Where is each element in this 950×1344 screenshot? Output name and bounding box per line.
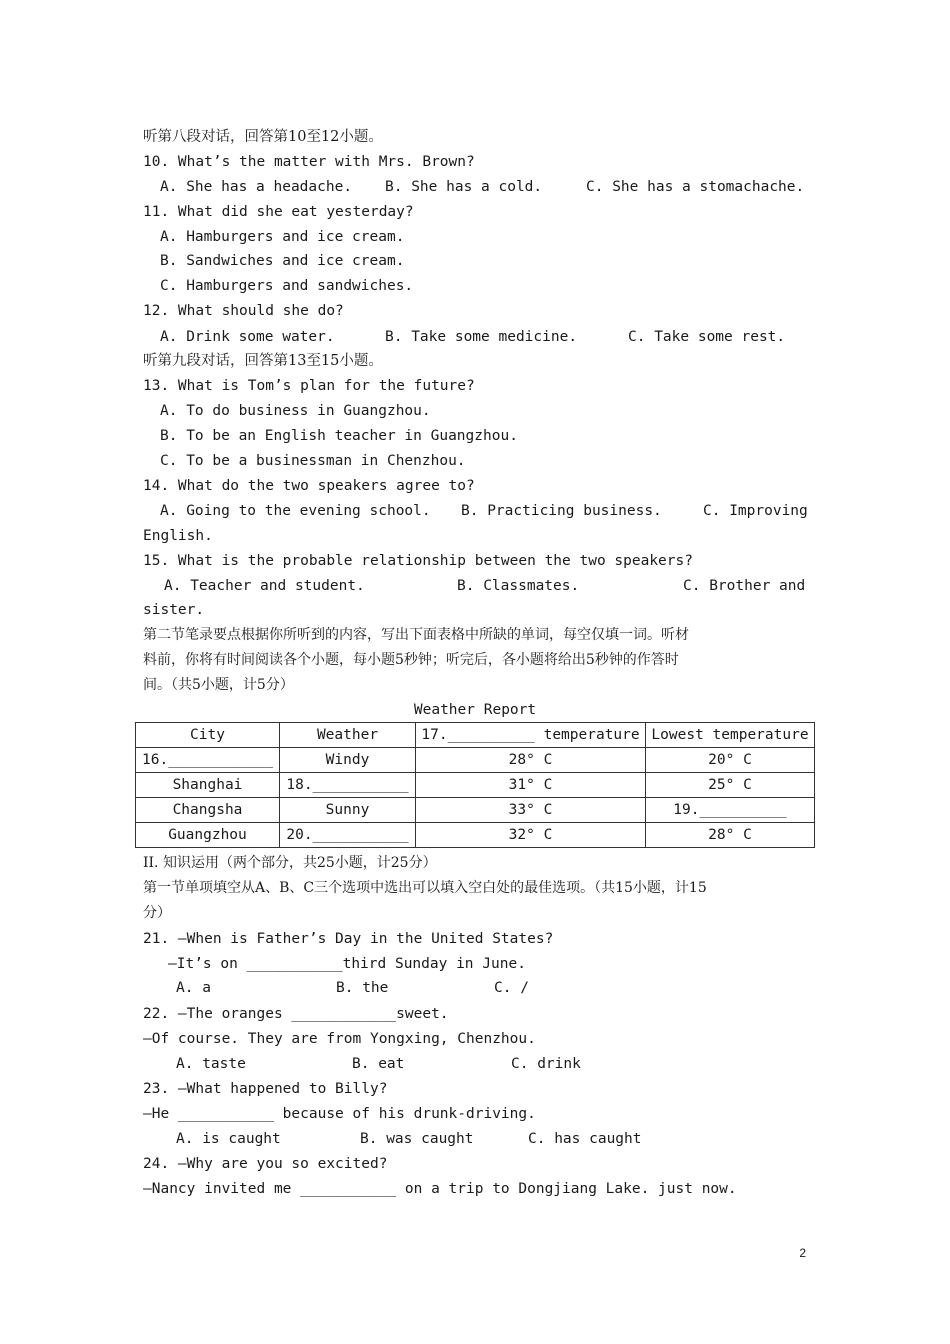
q21-option-b: B. the (336, 980, 389, 996)
q15-option-b: B. Classmates. (457, 578, 580, 594)
table-cell: 20° C (646, 748, 815, 773)
table-cell: Changsha (136, 798, 280, 823)
question-15: 15. What is the probable relationship between the two speakers? (143, 553, 693, 569)
q13-option-a: A. To do business in Guangzhou. (160, 403, 431, 419)
question-23: 23. —What happened to Billy? (143, 1081, 388, 1097)
q12-option-c: C. Take some rest. (628, 329, 786, 345)
question-14: 14. What do the two speakers agree to? (143, 478, 475, 494)
question-12: 12. What should she do? (143, 303, 344, 319)
q15-option-c: C. Brother and (683, 578, 806, 594)
question-11: 11. What did she eat yesterday? (143, 204, 414, 220)
part-2-section-1-instructions-1: 第一节单项填空从A、B、C三个选项中选出可以填入空白处的最佳选项。（共15小题，计15 (143, 880, 707, 896)
header-temperature-blank: 17.__________ temperature (416, 723, 646, 748)
table-caption: Weather Report (413, 702, 537, 718)
table-cell: Shanghai (136, 773, 280, 798)
q21-option-c: C. / (494, 980, 529, 996)
section-2-instructions-3: 间。（共5小题，计5分） (143, 677, 294, 693)
q15-option-c-cont: sister. (143, 602, 205, 618)
table-header-row (136, 723, 815, 748)
question-24: 24. —Why are you so excited? (143, 1156, 388, 1172)
table-cell: Windy (280, 748, 416, 773)
q13-option-b: B. To be an English teacher in Guangzhou. (160, 428, 518, 444)
table-cell: 19.__________ (646, 798, 815, 823)
question-13: 13. What is Tom’s plan for the future? (143, 378, 475, 394)
section-9-heading: 听第九段对话，回答第13至15小题。 (143, 353, 383, 369)
table-cell: 20.___________ (280, 823, 416, 848)
q10-option-c: C. She has a stomachache. (586, 179, 805, 195)
table-cell: 31° C (416, 773, 646, 798)
page-number: 2 (799, 1246, 806, 1260)
q23-option-a: A. is caught (176, 1131, 281, 1147)
question-10: 10. What’s the matter with Mrs. Brown? (143, 154, 475, 170)
header-weather: Weather (280, 723, 416, 748)
q22-option-c: C. drink (511, 1056, 581, 1072)
weather-report-table (135, 722, 815, 848)
q21-response: —It’s on ___________third Sunday in June. (168, 956, 526, 972)
part-2-section-1-instructions-2: 分） (143, 905, 171, 921)
q14-option-a: A. Going to the evening school. (160, 503, 431, 519)
q12-option-a: A. Drink some water. (160, 329, 335, 345)
q10-option-b: B. She has a cold. (385, 179, 543, 195)
q14-option-b: B. Practicing business. (461, 503, 662, 519)
question-21: 21. —When is Father’s Day in the United States? (143, 931, 554, 947)
q23-option-b: B. was caught (360, 1131, 474, 1147)
table-cell: 25° C (646, 773, 815, 798)
q22-response: —Of course. They are from Yongxing, Chenzhou. (143, 1031, 536, 1047)
table-cell: Sunny (280, 798, 416, 823)
header-lowest-temperature: Lowest temperature (646, 723, 815, 748)
q15-option-a: A. Teacher and student. (164, 578, 365, 594)
q11-option-a: A. Hamburgers and ice cream. (160, 229, 405, 245)
part-2-heading: II. 知识运用（两个部分，共25小题，计25分） (143, 855, 437, 871)
table-row (136, 773, 815, 798)
table-row (136, 823, 815, 848)
section-2-instructions-1: 第二节笔录要点根据你所听到的内容，写出下面表格中所缺的单词，每空仅填一词。听材 (143, 627, 689, 643)
question-22: 22. —The oranges ____________sweet. (143, 1006, 449, 1022)
table-row (136, 798, 815, 823)
table-cell: Guangzhou (136, 823, 280, 848)
q23-response: —He ___________ because of his drunk-driving. (143, 1106, 536, 1122)
table-cell: 28° C (416, 748, 646, 773)
q10-option-a: A. She has a headache. (160, 179, 353, 195)
q22-option-a: A. taste (176, 1056, 246, 1072)
table-cell: 16.____________ (136, 748, 280, 773)
table-cell: 32° C (416, 823, 646, 848)
q21-option-a: A. a (176, 980, 211, 996)
q13-option-c: C. To be a businessman in Chenzhou. (160, 453, 466, 469)
q11-option-b: B. Sandwiches and ice cream. (160, 253, 405, 269)
section-2-instructions-2: 料前，你将有时间阅读各个小题，每小题5秒钟；听完后，各小题将给出5秒钟的作答时 (143, 652, 679, 668)
q23-option-c: C. has caught (528, 1131, 642, 1147)
q11-option-c: C. Hamburgers and sandwiches. (160, 278, 414, 294)
table-cell: 18.___________ (280, 773, 416, 798)
header-city: City (136, 723, 280, 748)
table-row (136, 748, 815, 773)
q22-option-b: B. eat (352, 1056, 405, 1072)
q12-option-b: B. Take some medicine. (385, 329, 578, 345)
q24-response: —Nancy invited me ___________ on a trip to Dongjiang Lake. just now. (143, 1181, 737, 1197)
table-cell: 28° C (646, 823, 815, 848)
table-cell: 33° C (416, 798, 646, 823)
q14-option-c-cont: English. (143, 528, 213, 544)
q14-option-c: C. Improving (703, 503, 808, 519)
section-8-heading: 听第八段对话，回答第10至12小题。 (143, 129, 383, 145)
